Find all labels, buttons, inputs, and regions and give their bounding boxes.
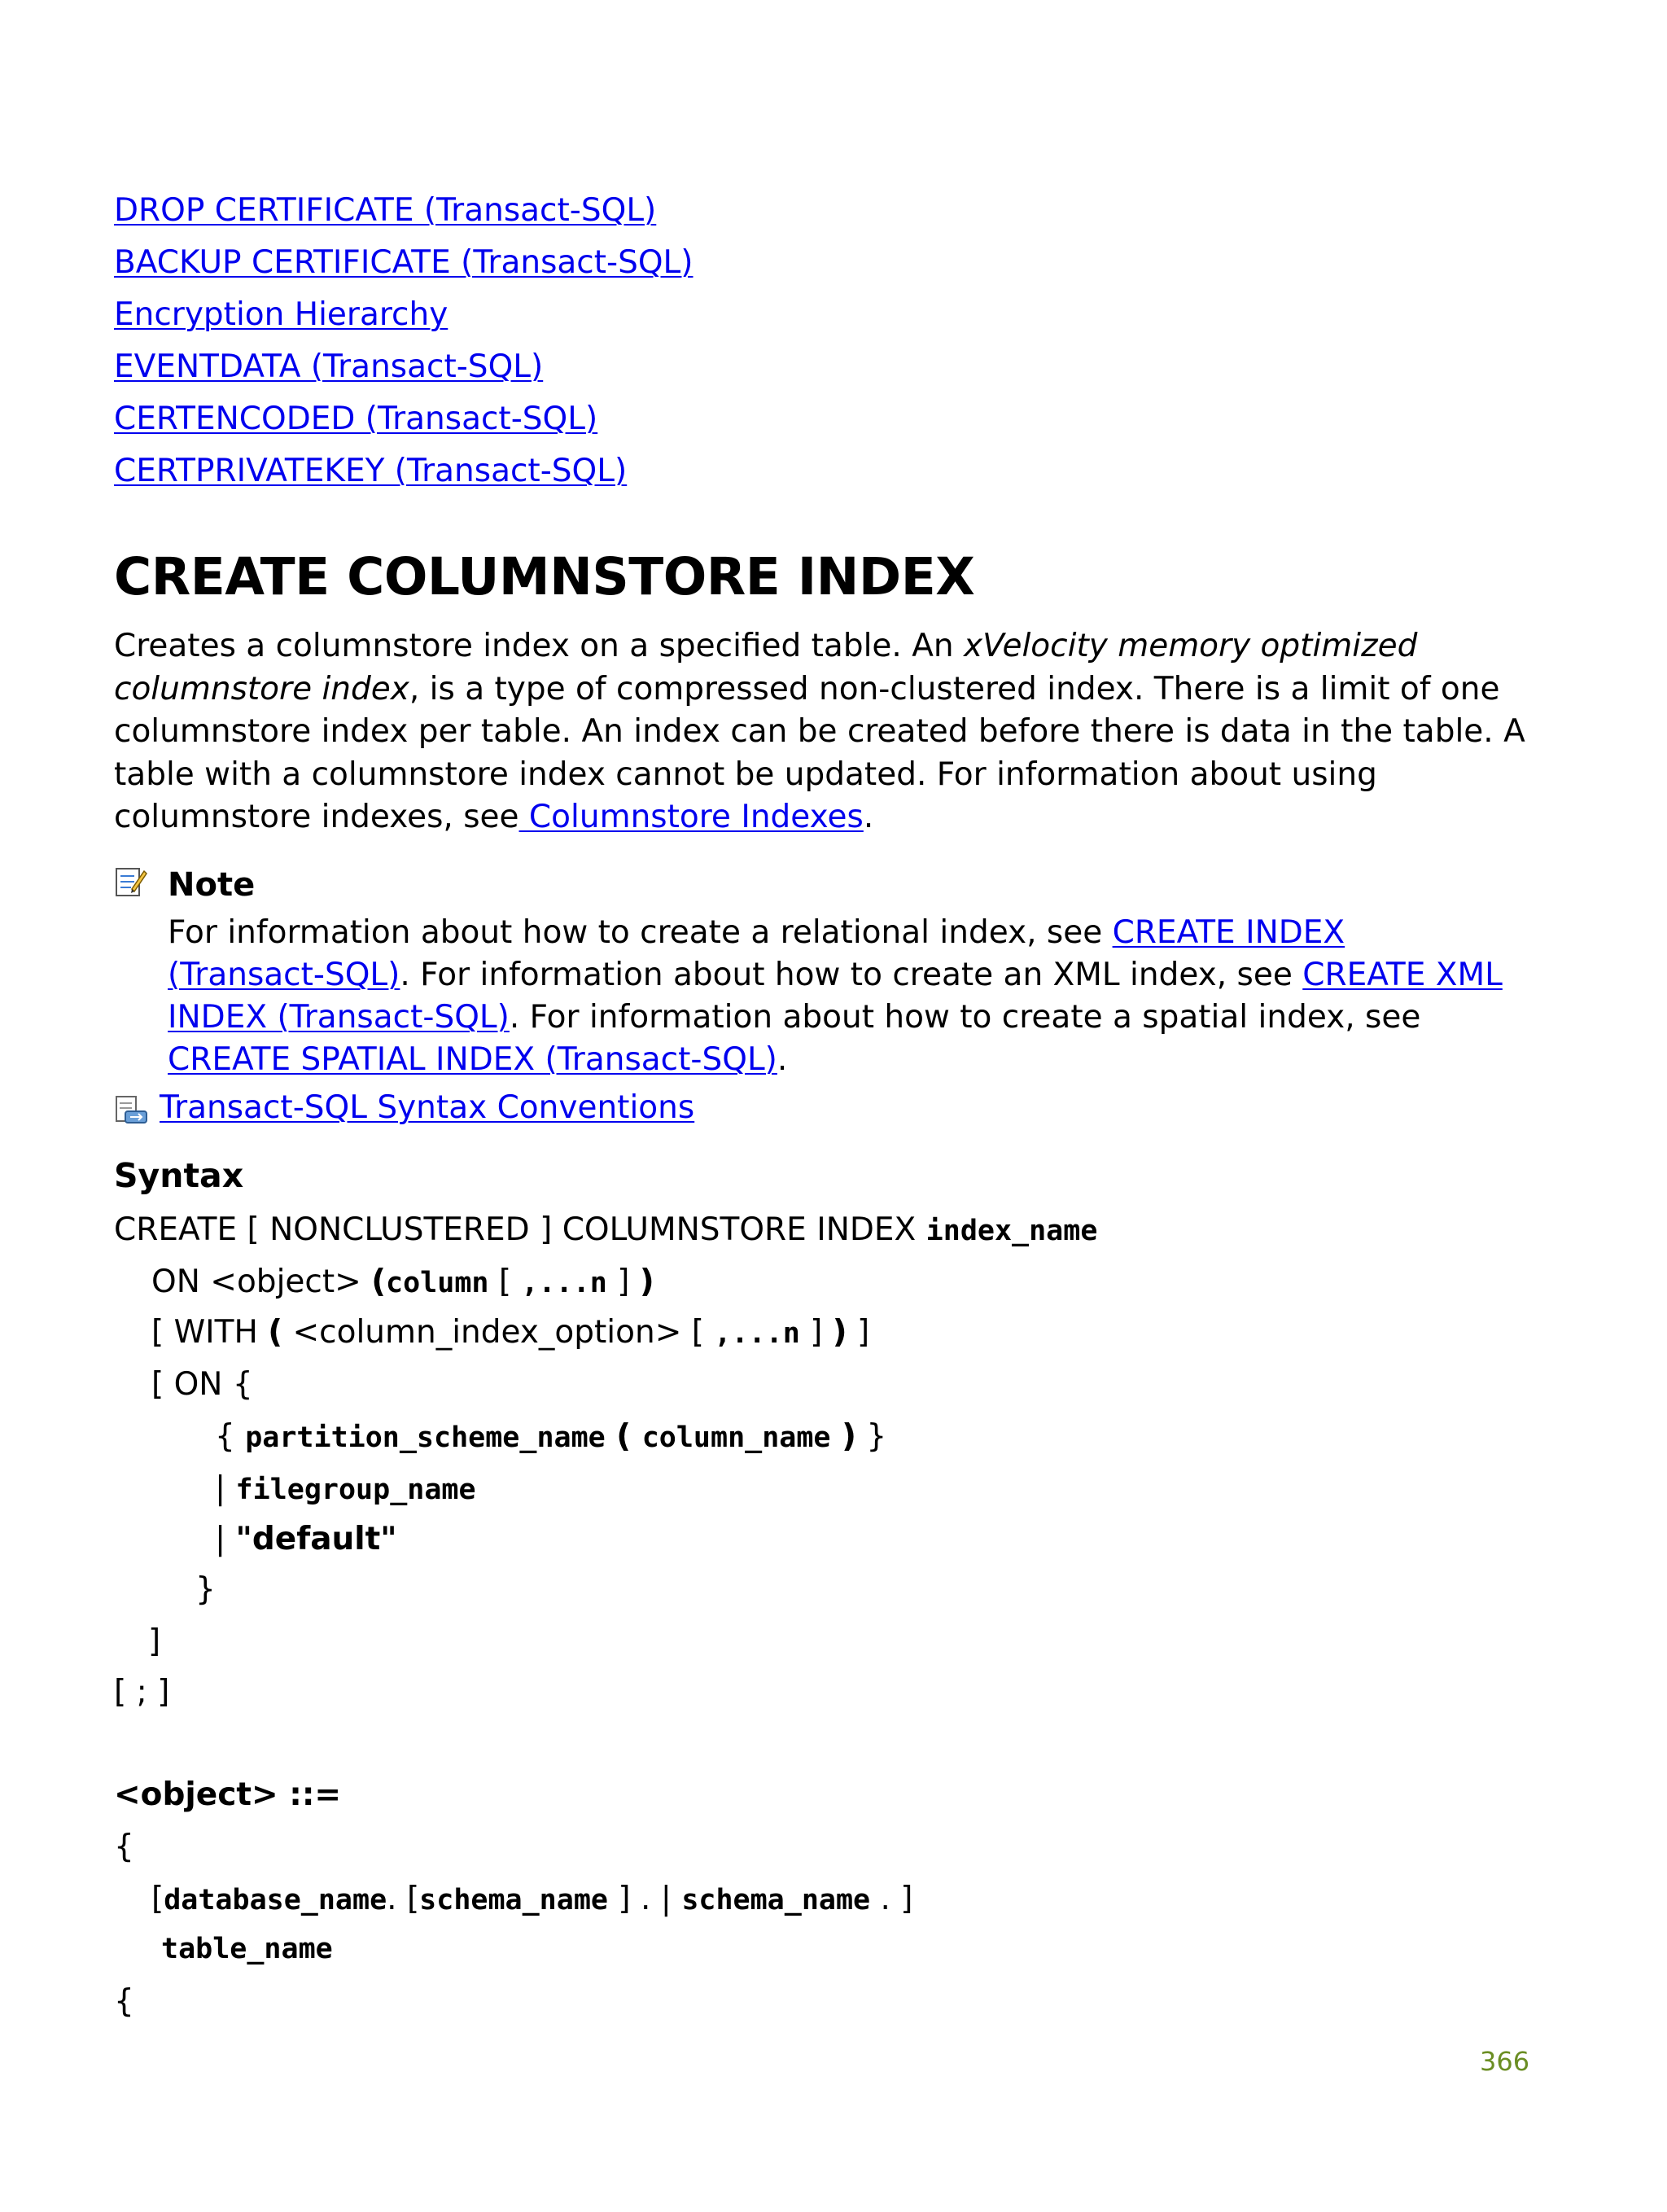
object-def-line-1: { (114, 1829, 134, 1865)
syntax-text: ] (847, 1314, 870, 1351)
object-def-heading: <object> ::= (114, 1776, 342, 1813)
syntax-line-3 (151, 1314, 869, 1351)
link-eventdata[interactable]: EVENTDATA (Transact-SQL) (114, 348, 544, 385)
syntax-arg: column_name (641, 1421, 831, 1454)
syntax-text: { (215, 1418, 246, 1455)
syntax-text: [ (488, 1264, 522, 1300)
syntax-arg: column (386, 1267, 489, 1299)
page-number: 366 (1480, 2046, 1530, 2077)
syntax-arg: schema_name (681, 1884, 871, 1916)
note-text-3: . For information about how to create a spatial index, see (509, 999, 1421, 1036)
syntax-paren: ( (605, 1418, 642, 1455)
note-text-4: . (777, 1041, 788, 1078)
syntax-text: | (215, 1470, 236, 1507)
note-text-1: For information about how to create a relational index, see (168, 914, 1113, 951)
link-create-xml-index[interactable]: CREATE XML INDEX (Transact-SQL) (168, 957, 1503, 1036)
note-body (168, 912, 1503, 1081)
link-drop-certificate[interactable]: DROP CERTIFICATE (Transact-SQL) (114, 192, 657, 229)
syntax-line-4: [ ON { (151, 1366, 253, 1403)
syntax-text: ] (606, 1264, 640, 1300)
syntax-line-2 (151, 1264, 654, 1300)
desc-text-end: . (863, 799, 874, 835)
syntax-text: CREATE [ NONCLUSTERED ] COLUMNSTORE INDEX (114, 1211, 926, 1248)
syntax-text: | (215, 1521, 236, 1557)
syntax-text: [ WITH (151, 1314, 269, 1351)
link-certencoded[interactable]: CERTENCODED (Transact-SQL) (114, 401, 598, 437)
syntax-paren: ) (830, 1418, 856, 1455)
see-also-links (114, 185, 693, 497)
object-def-line-2 (151, 1881, 913, 1917)
link-columnstore-indexes[interactable]: Columnstore Indexes (518, 799, 864, 835)
syntax-heading: Syntax (114, 1156, 244, 1195)
syntax-arg: schema_name (419, 1884, 608, 1916)
syntax-line-7 (215, 1521, 397, 1557)
link-certprivatekey[interactable]: CERTPRIVATEKEY (Transact-SQL) (114, 453, 628, 489)
syntax-text: <column_index_option> [ (282, 1314, 715, 1351)
section-title: CREATE COLUMNSTORE INDEX (114, 547, 975, 607)
desc-text-2: , is a type of compressed non-clustered index. There is a limit of one columnstore index per table. An index can be created before there is data in the table. A table with a columnstore index cannot be updated. For information about using columnstore indexes, see (114, 670, 1525, 835)
syntax-line-8: } (195, 1571, 216, 1608)
syntax-conventions-icon (114, 1095, 150, 1128)
syntax-default: "default" (235, 1521, 397, 1557)
syntax-paren: ( (268, 1314, 283, 1351)
syntax-text: ON <object> (151, 1264, 372, 1300)
syntax-line-10: [ ; ] (114, 1674, 170, 1710)
note-text-2: . For information about how to create an XML index, see (400, 957, 1303, 993)
syntax-paren: ( (371, 1264, 387, 1300)
syntax-line-5 (215, 1418, 886, 1455)
syntax-arg: index_name (925, 1215, 1098, 1247)
syntax-text: . ] (870, 1881, 913, 1917)
link-create-index[interactable]: CREATE INDEX (Transact-SQL) (168, 914, 1345, 993)
link-encryption-hierarchy[interactable]: Encryption Hierarchy (114, 296, 448, 333)
object-def-line-3: table_name (161, 1933, 333, 1965)
desc-italic-term: xVelocity memory optimized columnstore index (114, 628, 1418, 707)
syntax-arg: partition_scheme_name (245, 1421, 606, 1454)
syntax-arg: ,...n (521, 1267, 607, 1299)
syntax-line-6 (215, 1470, 476, 1507)
link-create-spatial-index[interactable]: CREATE SPATIAL INDEX (Transact-SQL) (168, 1041, 777, 1078)
syntax-arg: database_name (164, 1884, 387, 1916)
section-description (114, 625, 1547, 839)
syntax-text: ] (799, 1314, 833, 1351)
syntax-text: } (855, 1418, 887, 1455)
note-heading: Note (168, 866, 256, 904)
link-backup-certificate[interactable]: BACKUP CERTIFICATE (Transact-SQL) (114, 244, 693, 281)
syntax-line-9: ] (148, 1623, 161, 1660)
syntax-paren: ) (832, 1314, 847, 1351)
syntax-text: [ (151, 1881, 164, 1917)
object-def-line-4: { (114, 1983, 134, 2020)
desc-text-1: Creates a columnstore index on a specified table. An (114, 628, 964, 664)
note-icon (114, 865, 148, 899)
syntax-arg: filegroup_name (235, 1474, 476, 1506)
syntax-text: ] . | (607, 1881, 682, 1917)
syntax-line-1 (114, 1211, 1097, 1248)
syntax-text: . [ (387, 1881, 420, 1917)
link-syntax-conventions[interactable]: Transact-SQL Syntax Conventions (160, 1089, 695, 1126)
syntax-arg: ,...n (714, 1317, 800, 1350)
syntax-paren: ) (639, 1264, 654, 1300)
